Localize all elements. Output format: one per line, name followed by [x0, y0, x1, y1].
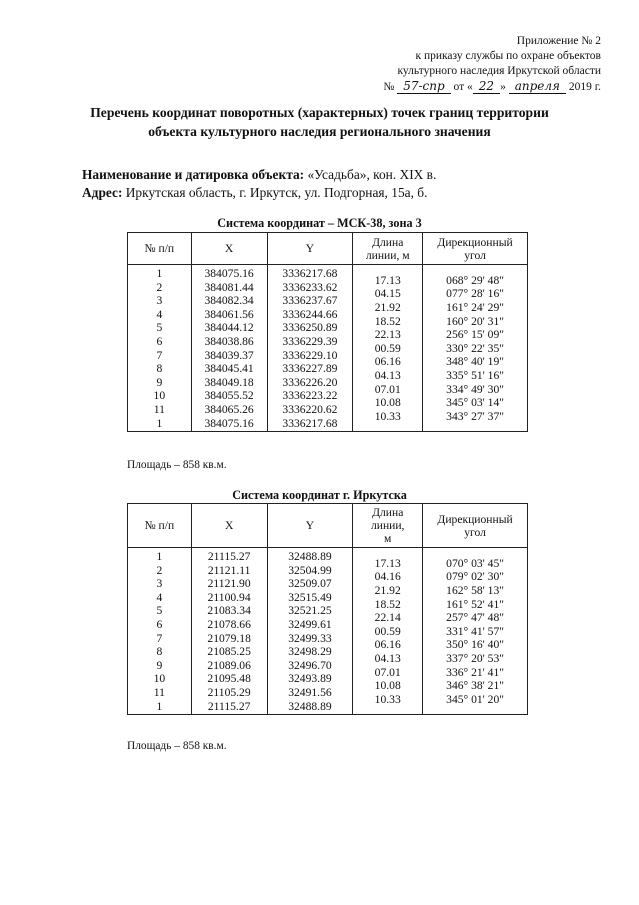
- table-cell: 10.33: [374, 409, 401, 423]
- table-cell: 06.16: [374, 355, 401, 369]
- table-cell: 384082.34: [204, 294, 254, 308]
- point-number-column: [128, 265, 192, 432]
- order-month-handwritten: апреля: [509, 79, 566, 94]
- direction-column: [423, 265, 528, 432]
- table-cell: 32496.70: [288, 658, 332, 672]
- table-cell: 7: [156, 631, 163, 645]
- table-cell: 06.16: [374, 638, 401, 652]
- table-cell: 22.13: [374, 328, 401, 342]
- table-cell: 3336237.67: [282, 294, 338, 308]
- table-cell: 2: [156, 280, 163, 294]
- table-cell: 21.92: [374, 300, 401, 314]
- table-cell: 10.08: [374, 396, 401, 410]
- table-cell: 3336229.39: [282, 334, 338, 348]
- table-cell: 10: [153, 389, 166, 403]
- table-cell: 1: [156, 699, 163, 713]
- table-cell: 32521.25: [288, 604, 332, 618]
- title-line-2: объекта культурного наследия регионального значения: [148, 124, 491, 139]
- table-cell: 9: [156, 658, 163, 672]
- header-x: X: [191, 233, 267, 265]
- table-cell: 384075.16: [204, 267, 254, 280]
- table-cell: 5: [156, 604, 163, 618]
- table-cell: 3336217.68: [282, 267, 338, 280]
- table-cell: 6: [156, 617, 163, 631]
- table-cell: 10.08: [374, 679, 401, 693]
- table-cell: 04.13: [374, 651, 401, 665]
- table-cell: 21085.25: [207, 645, 251, 659]
- table-cell: 21095.48: [207, 672, 251, 686]
- table-cell: 1: [156, 267, 163, 280]
- y-column: [267, 265, 353, 432]
- table-cell: 04.15: [374, 287, 401, 301]
- table-cell: 00.59: [374, 341, 401, 355]
- table-cell: 335° 51' 16": [446, 368, 504, 382]
- table-cell: 3336233.62: [282, 280, 338, 294]
- header-y: Y: [267, 504, 353, 548]
- table-cell: 8: [156, 362, 163, 376]
- header-length-line-2: линии, м: [365, 248, 410, 262]
- table-cell: 32488.89: [288, 699, 332, 713]
- table-cell: 18.52: [374, 597, 401, 611]
- direction-column: [423, 548, 528, 715]
- object-address-value: Иркутская область, г. Иркутск, ул. Подгорная, 15а, б.: [125, 185, 428, 200]
- header-y: Y: [267, 233, 353, 265]
- document-title: [0, 103, 639, 141]
- table-cell: 3336220.62: [282, 402, 338, 416]
- table-cell: 8: [156, 645, 163, 659]
- table-header-row: [128, 504, 528, 548]
- table-cell: 32491.56: [288, 685, 332, 699]
- table-cell: 21105.29: [207, 685, 251, 699]
- table-cell: 384044.12: [204, 321, 254, 335]
- table-cell: 04.13: [374, 368, 401, 382]
- table-cell: 21083.34: [207, 604, 251, 618]
- area-irkutsk: Площадь – 858 кв.м.: [127, 740, 227, 752]
- table-cell: 21079.18: [207, 631, 251, 645]
- table-cell: 330° 22' 35": [446, 341, 504, 355]
- order-number-line: [383, 79, 601, 95]
- table-body-row: [128, 265, 528, 432]
- table-cell: 077° 28' 16": [446, 287, 504, 301]
- table-cell: 384039.37: [204, 348, 254, 362]
- object-name-line: [82, 166, 436, 184]
- direction-stack: [425, 267, 525, 423]
- table-cell: 1: [156, 416, 163, 430]
- order-date-open: от «: [453, 81, 473, 93]
- table-cell: 21121.11: [207, 563, 251, 577]
- table-cell: 32499.61: [288, 617, 332, 631]
- table-cell: 3: [156, 577, 163, 591]
- table-cell: 3336229.10: [282, 348, 338, 362]
- table-cell: 256° 15' 09": [446, 328, 504, 342]
- header-direction: [423, 504, 528, 548]
- table-cell: 345° 03' 14": [446, 396, 504, 410]
- table-cell: 3336226.20: [282, 375, 338, 389]
- table-cell: 2: [156, 563, 163, 577]
- point-number-column: [128, 548, 192, 715]
- order-year: 2019 г.: [568, 81, 601, 93]
- table-cell: 11: [153, 402, 165, 416]
- table-cell: 350° 16' 40": [446, 638, 504, 652]
- table-header-row: [128, 233, 528, 265]
- table-cell: 10: [153, 672, 166, 686]
- table-cell: 346° 38' 21": [446, 679, 504, 693]
- length-column: [353, 548, 423, 715]
- object-address-label: Адрес:: [82, 185, 123, 200]
- table-cell: 21100.94: [207, 590, 251, 604]
- object-address-line: [82, 184, 436, 202]
- table-cell: 343° 27' 37": [446, 409, 504, 423]
- header-length-line-2: линии,: [370, 519, 405, 532]
- table-cell: 32504.99: [288, 563, 332, 577]
- table-cell: 32499.33: [288, 631, 332, 645]
- table-cell: 160° 20' 31": [446, 314, 504, 328]
- table-cell: 161° 52' 41": [446, 597, 504, 611]
- table-cell: 331° 41' 57": [446, 624, 504, 638]
- table-cell: 334° 49' 30": [446, 382, 504, 396]
- table-cell: 9: [156, 375, 163, 389]
- table-cell: 345° 01' 20": [446, 692, 504, 706]
- object-name-value: «Усадьба», кон. XIX в.: [307, 167, 437, 182]
- system-title-irkutsk: Система координат г. Иркутска: [232, 488, 407, 502]
- x-column: [191, 265, 267, 432]
- table-cell: 21121.90: [207, 577, 251, 591]
- table-cell: 3336250.89: [282, 321, 338, 335]
- order-number-prefix: №: [383, 81, 395, 93]
- table-cell: 6: [156, 334, 163, 348]
- order-number-handwritten: 57-спр: [397, 79, 450, 94]
- table-cell: 3336244.66: [282, 307, 338, 321]
- table-cell: 7: [156, 348, 163, 362]
- table-body-row: [128, 548, 528, 715]
- annex-line-2: к приказу службы по охране объектов: [415, 50, 601, 62]
- annex-line-1: Приложение № 2: [516, 35, 601, 47]
- table-cell: 04.16: [374, 570, 401, 584]
- table-cell: 384081.44: [204, 280, 254, 294]
- table-cell: 068° 29' 48": [446, 273, 504, 287]
- table-cell: 384049.18: [204, 375, 254, 389]
- table-cell: 257° 47' 48": [446, 611, 504, 625]
- table-cell: 384038.86: [204, 334, 254, 348]
- header-x: X: [191, 504, 267, 548]
- table-cell: 348° 40' 19": [446, 355, 504, 369]
- table-cell: 32498.29: [288, 645, 332, 659]
- header-length: [353, 233, 423, 265]
- table-cell: 17.13: [374, 273, 401, 287]
- table-cell: 21078.66: [207, 617, 251, 631]
- table-cell: 07.01: [374, 382, 401, 396]
- table-cell: 337° 20' 53": [446, 651, 504, 665]
- table-cell: 384055.52: [204, 389, 254, 403]
- coordinates-table-irkutsk: [127, 503, 528, 715]
- table-cell: 161° 24' 29": [446, 300, 504, 314]
- table-cell: 07.01: [374, 665, 401, 679]
- table-cell: 384045.41: [204, 362, 254, 376]
- table-cell: 21.92: [374, 583, 401, 597]
- header-direction-line-2: угол: [464, 248, 486, 262]
- header-length-line-1: Длина: [372, 235, 404, 249]
- header-length-line-1: Длина: [372, 506, 404, 519]
- table-cell: 079° 02' 30": [446, 570, 504, 584]
- annex-line-3: культурного наследия Иркутской области: [397, 65, 601, 77]
- table-cell: 4: [156, 307, 163, 321]
- header-length-line-3: м: [384, 532, 392, 545]
- table-cell: 17.13: [374, 556, 401, 570]
- table-cell: 11: [153, 685, 165, 699]
- table-cell: 00.59: [374, 624, 401, 638]
- table-cell: 3336227.89: [282, 362, 338, 376]
- header-length: [353, 504, 423, 548]
- order-date-close: »: [500, 81, 506, 93]
- table-cell: 1: [156, 550, 163, 563]
- header-direction-line-1: Дирекционный: [437, 235, 513, 249]
- table-cell: 10.33: [374, 692, 401, 706]
- table-cell: 384075.16: [204, 416, 254, 430]
- system-title-msk38: Система координат – МСК-38, зона 3: [217, 216, 422, 230]
- title-line-1: Перечень координат поворотных (характерных) точек границ территории: [90, 105, 549, 120]
- table-cell: 32493.89: [288, 672, 332, 686]
- length-stack: [355, 550, 420, 706]
- object-name-label: Наименование и датировка объекта:: [82, 167, 305, 182]
- table-cell: 32509.07: [288, 577, 332, 591]
- table-cell: 32515.49: [288, 590, 332, 604]
- table-cell: 22.14: [374, 611, 401, 625]
- table-cell: 21089.06: [207, 658, 251, 672]
- table-cell: 070° 03' 45": [446, 556, 504, 570]
- area-msk38: Площадь – 858 кв.м.: [127, 459, 227, 471]
- table-cell: 3336223.22: [282, 389, 338, 403]
- table-cell: 5: [156, 321, 163, 335]
- table-cell: 32488.89: [288, 550, 332, 563]
- object-info: [82, 166, 436, 202]
- header-direction-line-2: угол: [464, 525, 486, 539]
- length-column: [353, 265, 423, 432]
- table-cell: 4: [156, 590, 163, 604]
- table-cell: 162° 58' 13": [446, 583, 504, 597]
- table-cell: 336° 21' 41": [446, 665, 504, 679]
- y-column: [267, 548, 353, 715]
- x-column: [191, 548, 267, 715]
- table-cell: 3336217.68: [282, 416, 338, 430]
- table-cell: 384065.26: [204, 402, 254, 416]
- header-direction-line-1: Дирекционный: [437, 512, 513, 526]
- header-direction: [423, 233, 528, 265]
- order-day-handwritten: 22: [473, 79, 500, 94]
- table-cell: 384061.56: [204, 307, 254, 321]
- direction-stack: [425, 550, 525, 706]
- header-num: № п/п: [128, 504, 192, 548]
- table-cell: 18.52: [374, 314, 401, 328]
- header-num: № п/п: [128, 233, 192, 265]
- table-cell: 21115.27: [207, 550, 251, 563]
- table-cell: 3: [156, 294, 163, 308]
- length-stack: [355, 267, 420, 423]
- coordinates-table-msk38: [127, 232, 528, 432]
- table-cell: 21115.27: [207, 699, 251, 713]
- annex-block: [383, 34, 601, 95]
